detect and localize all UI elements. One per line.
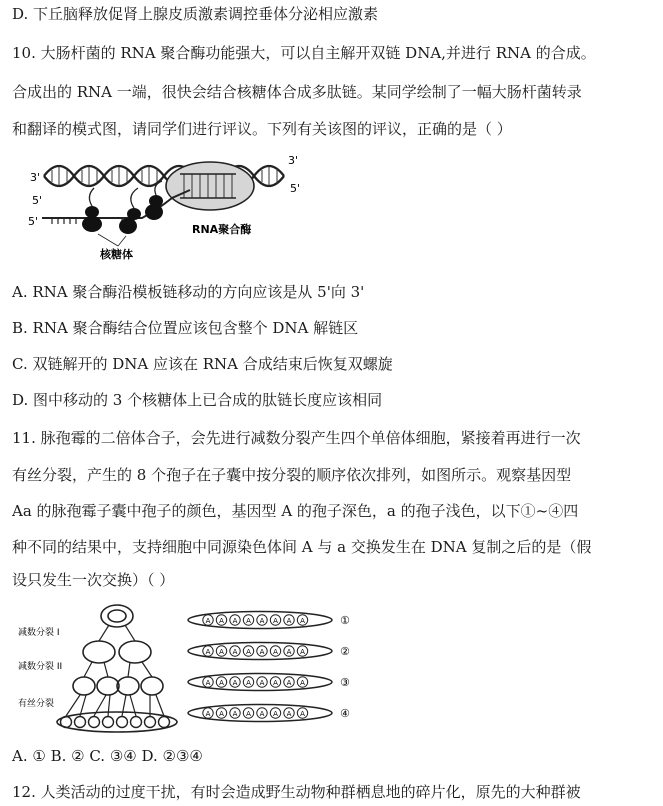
spore-letter: A	[232, 617, 238, 625]
ribosome-label: 核糖体	[100, 248, 133, 261]
q10-option-d: D. 图中移动的 3 个核糖体上已合成的肽链长度应该相同	[12, 391, 383, 409]
ascus-label-3: ③	[340, 676, 350, 689]
ascus-results	[184, 604, 364, 728]
q11-stem-line5: 设只发生一次交换）（ ）	[12, 571, 175, 589]
end-5-right: 5'	[290, 182, 301, 195]
spore-letter: A	[286, 617, 292, 625]
spore-letter: A	[273, 710, 278, 718]
ascus-label-2: ②	[340, 645, 350, 658]
end-3-left: 3'	[30, 171, 41, 184]
division-tree	[14, 600, 184, 740]
spore-letter: A	[205, 710, 211, 718]
ascus-label-4: ④	[340, 707, 350, 720]
q11-stem-line1: 11. 脉孢霉的二倍体合子，会先进行减数分裂产生四个单倍体细胞，紧接着再进行一次	[12, 429, 581, 447]
end-5-left: 5'	[32, 194, 43, 207]
spore-letter: A	[259, 617, 265, 625]
spore-letter: A	[300, 617, 305, 625]
spore-letter: A	[219, 679, 224, 687]
spore-letter: A	[300, 648, 305, 656]
q10-stem-line3: 和翻译的模式图，请同学们进行评议。下列有关该图的评议，正确的是（ ）	[12, 120, 512, 138]
q10-stem-line2: 合成出的 RNA 一端，很快会结合核糖体合成多肽链。某同学绘制了一幅大肠杆菌转录	[12, 83, 582, 101]
spore-letter: A	[205, 679, 211, 687]
meiosis-1-label: 减数分裂 I	[18, 628, 60, 638]
spore-letter: A	[300, 710, 305, 718]
spore-letter: A	[246, 617, 251, 625]
q9-option-d: D. 下丘脑释放促肾上腺皮质激素调控垂体分泌相应激素	[12, 5, 379, 23]
spore-letter: A	[232, 679, 238, 687]
q10-option-b: B. RNA 聚合酶结合位置应该包含整个 DNA 解链区	[12, 319, 359, 337]
q12-stem-line1: 12. 人类活动的过度干扰，有时会造成野生动物种群栖息地的碎片化，原先的大种群被	[12, 783, 581, 801]
end-3-right: 3'	[288, 154, 299, 167]
spore-letter: A	[219, 648, 224, 656]
q10-option-c: C. 双链解开的 DNA 应该在 RNA 合成结束后恢复双螺旋	[12, 355, 393, 373]
spore-letter: A	[246, 679, 251, 687]
rna-polymerase-label: RNA聚合酶	[192, 223, 252, 236]
spore-letter: A	[205, 648, 211, 656]
q11-stem-line2: 有丝分裂，产生的 8 个孢子在子囊中按分裂的顺序依次排列，如图所示。观察基因型	[12, 466, 572, 484]
meiosis-2-label: 减数分裂 II	[18, 662, 63, 672]
transcription-diagram	[22, 150, 312, 270]
spore-letter: A	[259, 679, 265, 687]
spore-letter: A	[273, 679, 278, 687]
spore-letter: A	[205, 617, 211, 625]
mrna-5-end: 5'	[28, 215, 39, 228]
ribosomes	[82, 195, 163, 234]
spore-letter: A	[259, 648, 265, 656]
q11-stem-line3: Aa 的脉孢霉子囊中孢子的颜色，基因型 A 的孢子深色，a 的孢子浅色，以下①~④四	[12, 502, 579, 520]
spore-letter: A	[219, 617, 224, 625]
spore-letter: A	[300, 679, 305, 687]
ascus-label-1: ①	[340, 614, 350, 627]
spore-letter: A	[273, 617, 278, 625]
spore-letter: A	[232, 648, 238, 656]
q10-stem-line1: 10. 大肠杆菌的 RNA 聚合酶功能强大，可以自主解开双链 DNA,并进行 RNA 的合成。	[12, 44, 596, 62]
spore-letter: A	[286, 679, 292, 687]
q11-options: A. ① B. ② C. ③④ D. ②③④	[12, 747, 203, 765]
mitosis-label: 有丝分裂	[18, 699, 55, 709]
q11-stem-line4: 种不同的结果中，支持细胞中同源染色体间 A 与 a 交换发生在 DNA 复制之后的是（假	[12, 538, 592, 556]
spore-letter: A	[286, 710, 292, 718]
rna-polymerase-shape	[166, 162, 254, 210]
spore-letter: A	[246, 710, 251, 718]
q10-option-a: A. RNA 聚合酶沿模板链移动的方向应该是从 5'向 3'	[12, 283, 365, 301]
ascus-division-figure	[14, 600, 184, 740]
spore-letter: A	[246, 648, 251, 656]
spore-letter: A	[273, 648, 278, 656]
ascus-rows	[184, 604, 364, 728]
spore-letter: A	[259, 710, 265, 718]
spore-letter: A	[286, 648, 292, 656]
transcription-translation-figure	[22, 150, 312, 270]
spore-letter: A	[219, 710, 224, 718]
spore-letter: A	[232, 710, 238, 718]
